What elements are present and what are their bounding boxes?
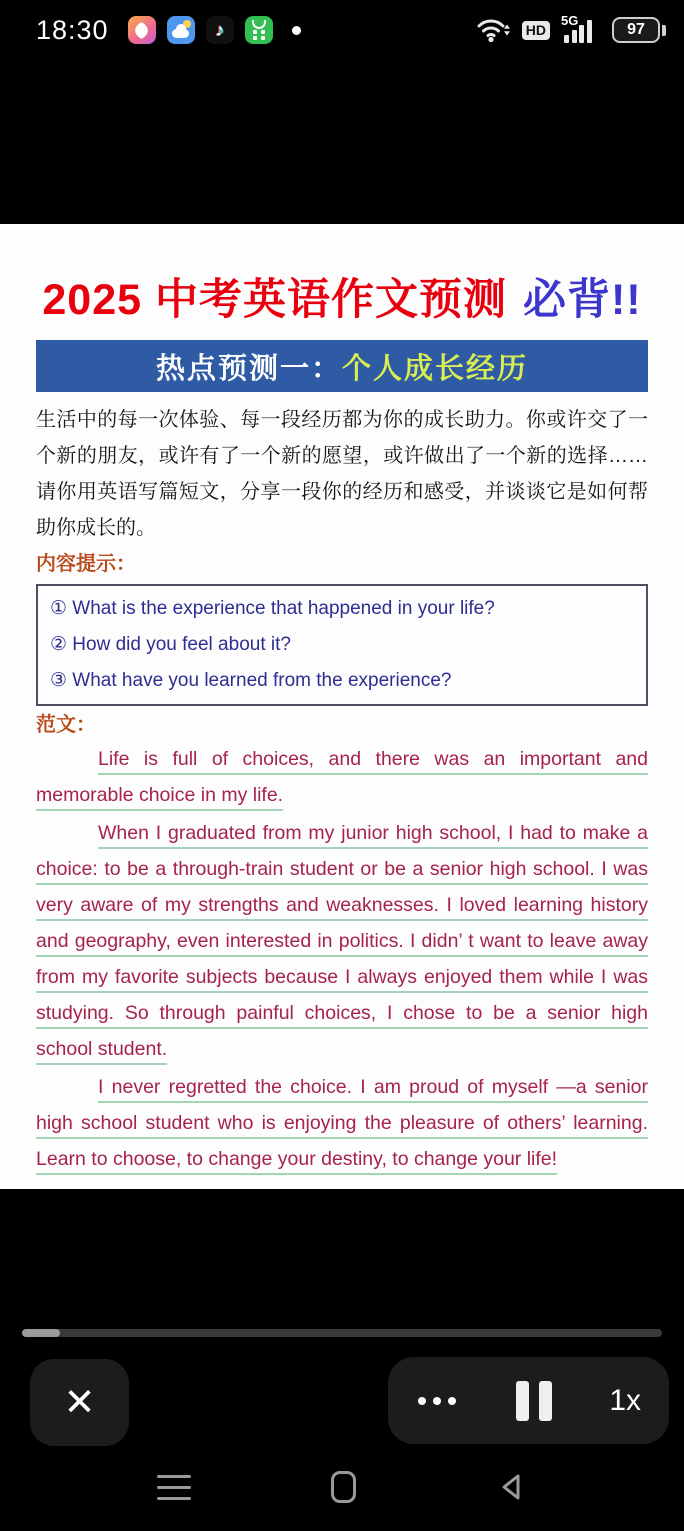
cellular-signal-icon: [560, 15, 602, 45]
music-note-icon: ♪: [215, 19, 225, 40]
more-options-icon: [448, 1397, 456, 1405]
system-nav-bar: [0, 1452, 684, 1522]
menu-icon: [157, 1475, 191, 1478]
hd-badge: HD: [522, 21, 550, 40]
battery-percent: 97: [627, 21, 645, 38]
back-icon: [496, 1471, 528, 1503]
video-frame: [0, 224, 684, 1189]
tiktok-app-icon: [206, 16, 234, 44]
hints-label: 内容提示：: [36, 553, 136, 575]
title-main: 2025 中考英语作文预测: [42, 276, 507, 324]
notification-dot-icon: [292, 26, 301, 35]
player-controls-pill: [388, 1357, 669, 1444]
signal-bar: [587, 20, 592, 43]
more-options-icon: [418, 1397, 426, 1405]
photos-app-icon: [128, 16, 156, 44]
wifi-icon: [476, 16, 512, 44]
topic-banner: [36, 340, 648, 392]
more-options-button[interactable]: [416, 1393, 458, 1409]
weather-app-icon: [167, 16, 195, 44]
hints-box: [36, 584, 648, 706]
dot-glyph: [261, 30, 265, 34]
pause-icon: [539, 1381, 552, 1421]
pause-button[interactable]: [516, 1381, 552, 1421]
playback-speed-button[interactable]: 1x: [609, 1383, 641, 1417]
network-type-label: 5G: [561, 13, 579, 28]
progress-fill: [22, 1329, 60, 1337]
signal-bars: [564, 20, 592, 43]
clock: 18:30: [36, 14, 109, 45]
sample-essay-label: 范文：: [36, 714, 96, 736]
banner-label: 热点预测一：: [155, 352, 342, 385]
home-button[interactable]: [325, 1465, 362, 1509]
video-progress-bar[interactable]: [22, 1329, 662, 1337]
close-icon: ✕: [63, 1381, 96, 1424]
essay-paragraph: Life is full of choices, and there was an important and memorable choice in my life.: [36, 748, 648, 806]
dot-glyph: [253, 36, 257, 40]
dot-glyph: [253, 30, 257, 34]
battery-nub: [662, 25, 666, 36]
signal-bar: [572, 30, 577, 43]
page-title: [36, 274, 648, 326]
menu-icon: [157, 1497, 191, 1500]
status-bar-right: [476, 15, 666, 45]
status-bar-left: [36, 15, 301, 46]
battery-icon: [612, 17, 666, 43]
back-button[interactable]: [490, 1465, 534, 1509]
hint-question: ② How did you feel about it?: [50, 634, 291, 655]
brush-glyph: [132, 21, 150, 39]
dots-glyph: [253, 30, 266, 40]
pause-icon: [516, 1381, 529, 1421]
battery-body: [612, 17, 660, 43]
dot-glyph: [261, 36, 265, 40]
home-icon: [331, 1471, 356, 1503]
essay-paragraph: I never regretted the choice. I am proud of myself —a senior high school student who is enjoying the pleasure of others’ learning. Learn to choose, to change your destiny, to change your life!: [36, 1076, 648, 1170]
green-app-icon: [245, 16, 273, 44]
title-highlight: 必背!!: [522, 276, 642, 324]
hint-question: ① What is the experience that happened in your life?: [50, 598, 495, 619]
signal-bar: [564, 35, 569, 43]
cloud-glyph: [172, 29, 189, 38]
status-bar: [0, 0, 684, 58]
hint-question: ③ What have you learned from the experience?: [50, 670, 452, 691]
close-button[interactable]: [30, 1359, 129, 1446]
banner-topic: 个人成长经历: [342, 352, 529, 385]
signal-bar: [579, 25, 584, 43]
writing-prompt: 生活中的每一次体验、每一段经历都为你的成长助力。你或许交了一个新的朋友，或许有了一个新的愿望，或许做出了一个新的选择……请你用英语写篇短文，分享一段你的经历和感受，并谈谈它是如何帮助你成长的。: [36, 409, 648, 539]
recents-button[interactable]: [151, 1469, 197, 1506]
essay-paragraph: When I graduated from my junior high school, I had to make a choice: to be a through-train student or be a senior high school. I was very aware of my strengths and weaknesses. I loved learning history and geography, even interested in politics. I didn’ t want to leave away from my favorite subjects because I always enjoyed them while I was studying. So through painful choices, I chose to be a senior high school student.: [36, 822, 648, 1060]
more-options-icon: [433, 1397, 441, 1405]
menu-icon: [157, 1486, 191, 1489]
arc-glyph: [252, 20, 266, 29]
